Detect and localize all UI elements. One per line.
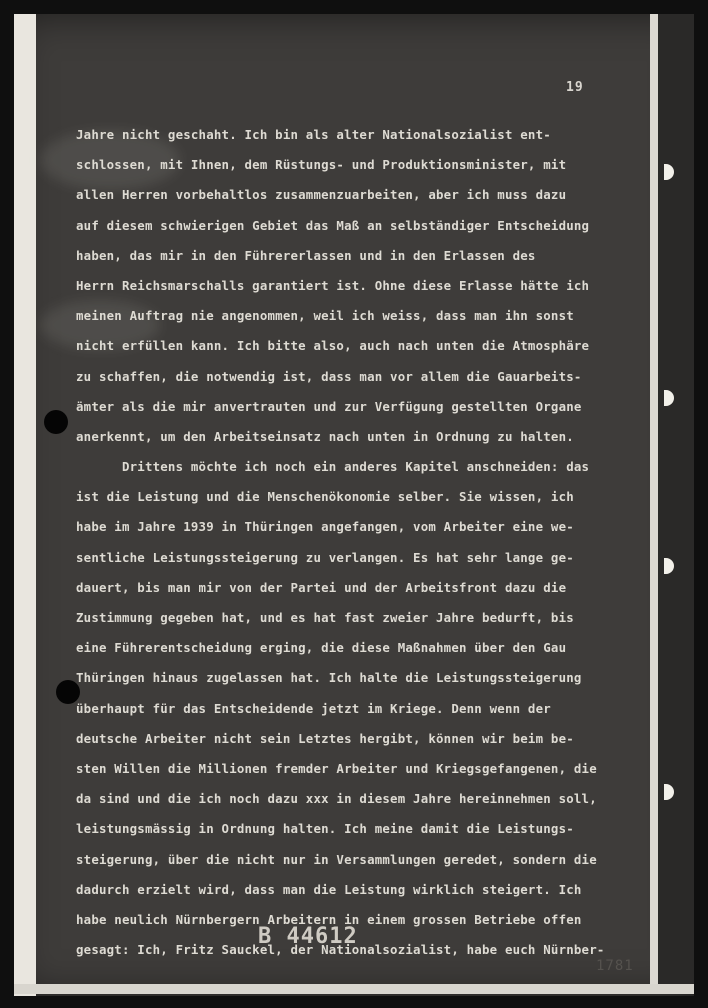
- text-line: anerkennt, um den Arbeitseinsatz nach unten in Ordnung zu halten.: [76, 428, 574, 444]
- page-right-strip: [658, 14, 694, 989]
- page-bottom-edge: [14, 984, 694, 994]
- text-line: allen Herren vorbehaltlos zusammenzuarbeiten, aber ich muss dazu: [76, 187, 567, 203]
- text-line: habe neulich Nürnbergern Arbeitern in einem grossen Betriebe offen: [76, 911, 582, 927]
- text-line: auf diesem schwierigen Gebiet das Maß an selbständiger Entscheidung: [76, 217, 590, 233]
- text-line: dauert, bis man mir von der Partei und der Arbeitsfront dazu die: [76, 579, 567, 595]
- punch-hole-icon: [44, 410, 68, 434]
- text-line: sentliche Leistungssteigerung zu verlangen. Es hat sehr lange ge-: [76, 549, 574, 565]
- corner-page-number: 1781: [596, 958, 634, 974]
- page-number: 19: [566, 80, 584, 95]
- archive-stamp: B 44612: [258, 924, 358, 949]
- text-line: nicht erfüllen kann. Ich bitte also, auch nach unten die Atmosphäre: [76, 338, 590, 354]
- text-line: überhaupt für das Entscheidende jetzt im Kriege. Denn wenn der: [76, 700, 551, 716]
- text-line: Jahre nicht geschaht. Ich bin als alter Nationalsozialist ent-: [76, 127, 551, 142]
- text-line: gesagt: Ich, Fritz Sauckel, der Nationalsozialist, habe euch Nürnber-: [76, 942, 605, 958]
- text-line: zu schaffen, die notwendig ist, dass man vor allem die Gauarbeits-: [76, 368, 582, 384]
- page-left-margin: [14, 14, 36, 996]
- text-line: Thüringen hinaus zugelassen hat. Ich halte die Leistungssteigerung: [76, 670, 582, 686]
- text-line: Zustimmung gegeben hat, und es hat fast zweier Jahre bedurft, bis: [76, 610, 574, 625]
- text-line: da sind und die ich noch dazu xxx in diesem Jahre hereinnehmen soll,: [76, 791, 597, 807]
- text-line: leistungsmässig in Ordnung halten. Ich meine damit die Leistungs-: [76, 821, 574, 837]
- text-line: sten Willen die Millionen fremder Arbeiter und Kriegsgefangenen, die: [76, 760, 597, 776]
- text-line: habe im Jahre 1939 in Thüringen angefangen, vom Arbeiter eine we-: [76, 519, 574, 535]
- text-line: meinen Auftrag nie angenommen, weil ich weiss, dass man ihn sonst: [76, 308, 574, 324]
- typed-body-text: [76, 120, 656, 965]
- text-line: steigerung, über die nicht nur in Versammlungen geredet, sondern die: [76, 851, 597, 867]
- text-line: eine Führerentscheidung erging, die diese Maßnahmen über den Gau: [76, 640, 567, 656]
- text-line: ämter als die mir anvertrauten und zur Verfügung gestellten Organe: [76, 398, 582, 414]
- text-line: haben, das mir in den Führererlassen und in den Erlassen des: [76, 247, 536, 263]
- text-line: Herrn Reichsmarschalls garantiert ist. Ohne diese Erlasse hätte ich: [76, 277, 590, 293]
- text-line: Drittens möchte ich noch ein anderes Kapitel anschneiden: das: [76, 459, 590, 475]
- text-line: ist die Leistung und die Menschenökonomie selber. Sie wissen, ich: [76, 489, 574, 505]
- text-line: dadurch erzielt wird, dass man die Leistung wirklich steigert. Ich: [76, 881, 582, 897]
- text-line: schlossen, mit Ihnen, dem Rüstungs- und Produktionsminister, mit: [76, 157, 567, 173]
- text-line: deutsche Arbeiter nicht sein Letztes hergibt, können wir beim be-: [76, 730, 574, 746]
